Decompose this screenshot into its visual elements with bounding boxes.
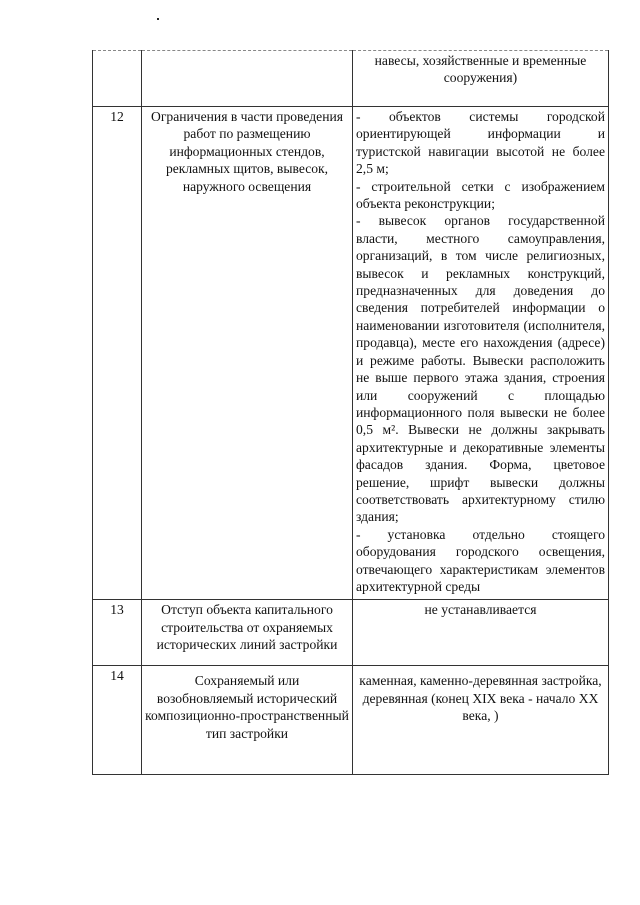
value-paragraph: - вывесок органов государственной власти, местного самоуправления, организаций, в том числе религиозных, вывесок и рекламных конструкций, предназначенных для доведения до сведения потребителей информации о наименовании изготовителя (исполнителя, продавца), месте его нахождения (адресе) и режиме работы. Вывески расположить не выше первого этажа здания, строения или сооружений с площадью информационного поля вывески не более 0,5 м². Вывески не должны закрывать архитектурные и декоративные элементы фасадов здания. Форма, цветовое решение, шрифт вывески должны соответствовать архитектурному стилю здания; <box>356 213 605 525</box>
stray-mark <box>157 18 159 20</box>
value-paragraph: - установка отдельно стоящего оборудования городского освещения, отвечающего характеристикам элементов архитектурной среды <box>356 526 605 594</box>
row-parameter: Сохраняемый или возобновляемый исторический композиционно-пространственный тип застройки <box>142 666 353 775</box>
table-row <box>93 107 609 600</box>
row-number: 13 <box>93 600 142 666</box>
row-number: 12 <box>93 107 142 600</box>
row-parameter <box>142 51 353 107</box>
row-parameter: Отступ объекта капитального строительства от охраняемых исторических линий застройки <box>142 600 353 666</box>
value-paragraph: - строительной сетки с изображением объекта реконструкции; <box>356 178 605 212</box>
row-parameter: Ограничения в части проведения работ по размещению информационных стендов, рекламных щитов, вывесок, наружного освещения <box>142 107 353 600</box>
table-row <box>93 51 609 107</box>
row-value: навесы, хозяйственные и временные сооружения) <box>353 51 609 107</box>
value-paragraph: - объектов системы городской ориентирующей информации и туристской навигации высотой не более 2,5 м; <box>356 109 605 177</box>
row-number <box>93 51 142 107</box>
row-value: не устанавливается <box>353 600 609 666</box>
row-number: 14 <box>93 666 142 775</box>
table-row <box>93 600 609 666</box>
row-value: каменная, каменно-деревянная застройка, деревянная (конец XIX века - начало XX века, ) <box>353 666 609 775</box>
regulations-table <box>92 50 609 775</box>
table-row <box>93 666 609 775</box>
row-value <box>353 107 609 600</box>
